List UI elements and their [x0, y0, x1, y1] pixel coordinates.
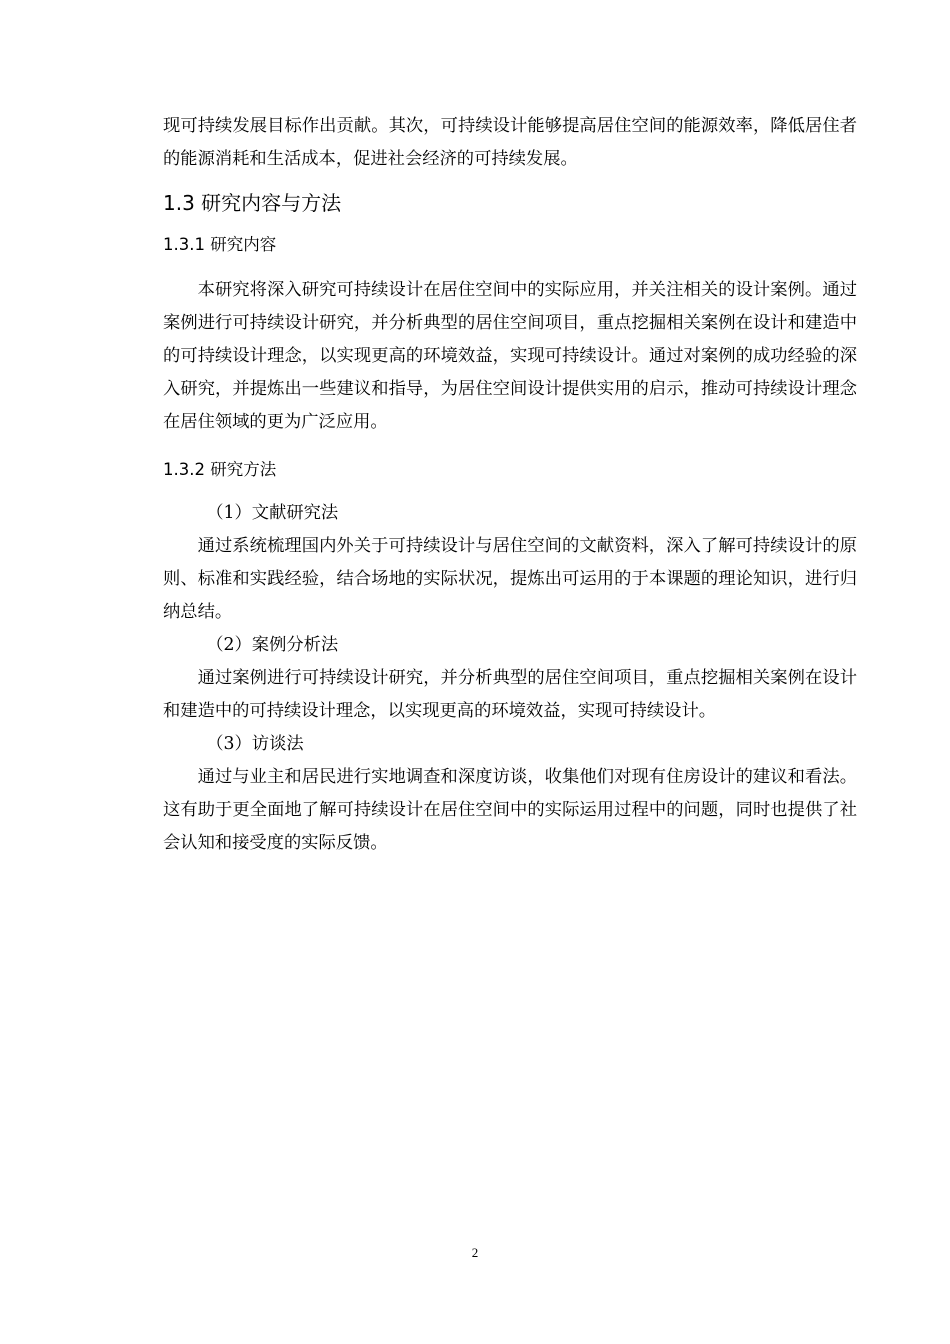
section-heading: 1.3 研究内容与方法	[163, 191, 342, 215]
research-content-paragraph: 本研究将深入研究可持续设计在居住空间中的实际应用，并关注相关的设计案例。通过案例进行可持续设计研究，并分析典型的居住空间项目，重点挖掘相关案例在设计和建造中的可持续设计理念，以实现更高的环境效益，实现可持续设计。通过对案例的成功经验的深入研究，并提炼出一些建议和指导，为居住空间设计提供实用的启示，推动可持续设计理念在居住领域的更为广泛应用。	[163, 280, 857, 432]
method-title-interview: （3）访谈法	[206, 734, 304, 754]
method-title-literature: （1）文献研究法	[206, 503, 339, 523]
subsection-heading-methods: 1.3.2 研究方法	[163, 460, 277, 479]
method-text-literature: 通过系统梳理国内外关于可持续设计与居住空间的文献资料，深入了解可持续设计的原则、标准和实践经验，结合场地的实际状况，提炼出可运用的于本课题的理论知识，进行归纳总结。	[163, 536, 857, 622]
subsection-heading-content: 1.3.1 研究内容	[163, 235, 277, 254]
method-text-case-analysis: 通过案例进行可持续设计研究，并分析典型的居住空间项目，重点挖掘相关案例在设计和建造中的可持续设计理念，以实现更高的环境效益，实现可持续设计。	[163, 668, 857, 721]
page-number: 2	[471, 1245, 479, 1260]
page-body	[163, 110, 857, 860]
method-title-case-analysis: （2）案例分析法	[206, 635, 339, 655]
method-text-interview: 通过与业主和居民进行实地调查和深度访谈，收集他们对现有住房设计的建议和看法。这有助于更全面地了解可持续设计在居住空间中的实际运用过程中的问题，同时也提供了社会认知和接受度的实际反馈。	[163, 767, 857, 853]
intro-continued-paragraph: 现可持续发展目标作出贡献。其次，可持续设计能够提高居住空间的能源效率，降低居住者的能源消耗和生活成本，促进社会经济的可持续发展。	[163, 116, 857, 169]
